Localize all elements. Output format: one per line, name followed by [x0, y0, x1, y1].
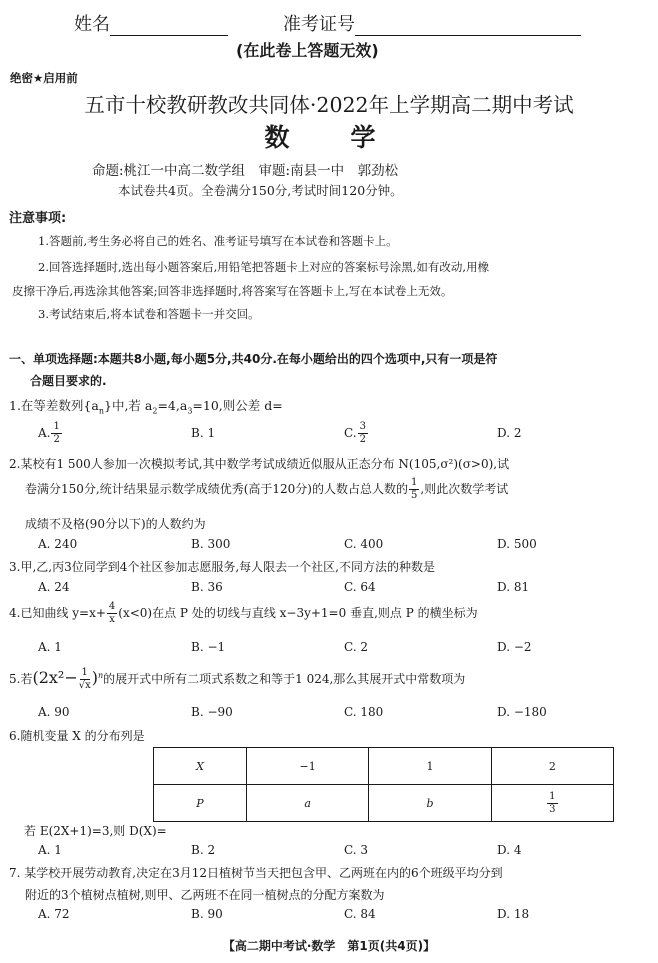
table-cell: 2 — [491, 748, 613, 785]
name-label: 姓名 — [74, 14, 110, 35]
secret-label: 绝密★启用前 — [10, 71, 78, 85]
q7-option-c: C. 84 — [344, 907, 376, 921]
q2-option-a: A. 240 — [38, 537, 78, 551]
header-notice: (在此卷上答题无效) — [236, 41, 379, 60]
q4-text: 4.已知曲线 y=x+ — [9, 606, 106, 620]
authors: 命题:桃江一中高二数学组 审题:南县一中 郭劲松 — [92, 163, 399, 179]
question-4 — [9, 602, 478, 625]
section-heading-cont: 合题目要求的. — [30, 374, 107, 388]
note-item: 3.考试结束后,将本试卷和答题卡一并交回。 — [38, 307, 260, 321]
q5-text: 的展开式中所有二项式系数之和等于1 024,那么其展开式中常数项为 — [103, 672, 466, 686]
fraction-den: 5 — [411, 490, 418, 501]
q4-text: (x<0)在点 P 处的切线与直线 x−3y+1=0 垂直,则点 P 的横坐标为 — [118, 606, 478, 620]
option-label: A. — [38, 426, 51, 440]
q7-option-a: A. 72 — [38, 907, 70, 921]
fraction-den: x — [109, 614, 115, 625]
table-cell: 1 — [369, 748, 491, 785]
q6-option-d: D. 4 — [497, 843, 522, 857]
q1-text: 1.在等差数列{a — [9, 398, 99, 413]
fraction-num: 1 — [411, 477, 418, 488]
q5-expr: ) — [91, 668, 98, 687]
q3-option-b: B. 36 — [191, 580, 223, 594]
q6-option-b: B. 2 — [191, 843, 216, 857]
fraction-den: 2 — [53, 434, 60, 445]
name-field — [74, 10, 228, 36]
q4-option-d: D. −2 — [497, 640, 532, 654]
fraction-num: 1 — [53, 421, 60, 432]
q5-option-b: B. −90 — [191, 705, 233, 719]
q2-text: 卷满分150分,统计结果显示数学成绩优秀(高于120分)的人数占总人数的 — [25, 482, 408, 496]
q3-option-a: A. 24 — [38, 580, 70, 594]
q4-option-a: A. 1 — [38, 640, 62, 654]
question-6: 6.随机变量 X 的分布列是 — [9, 729, 145, 743]
q1-text: =4,a — [157, 398, 188, 413]
distribution-table — [153, 747, 614, 822]
table-cell: P — [154, 785, 247, 822]
section-heading: 一、单项选择题:本题共8小题,每小题5分,共40分.在每小题给出的四个选项中,只有一项是符 — [9, 352, 498, 366]
table-cell: b — [369, 785, 491, 822]
q6-option-a: A. 1 — [38, 843, 62, 857]
exam-title: 五市十校教研教改共同体·2022年上学期高二期中考试 — [84, 93, 574, 117]
q1-text: =10,则公差 d= — [192, 398, 283, 413]
fraction-den: √x — [78, 680, 91, 691]
page-footer: 【高二期中考试·数学 第1页(共4页)】 — [222, 939, 436, 953]
q4-option-b: B. −1 — [191, 640, 226, 654]
fraction — [409, 478, 419, 501]
q5-text: 5.若 — [9, 672, 33, 686]
id-field — [283, 10, 581, 36]
fraction-den: 3 — [549, 803, 556, 815]
q5-option-a: A. 90 — [38, 705, 70, 719]
id-blank — [355, 15, 581, 36]
q1-text: }中,若 a — [104, 398, 153, 413]
q5-option-c: C. 180 — [344, 705, 384, 719]
fraction-num: 1 — [549, 790, 556, 802]
question-2-line1: 2.某校有1 500人参加一次模拟考试,其中数学考试成绩近似服从正态分布 N(105,σ²)(σ>0),试 — [9, 457, 510, 471]
fraction-num: 4 — [108, 601, 116, 612]
table-cell: X — [154, 748, 247, 785]
table-row — [154, 748, 614, 785]
note-item: 1.答题前,考生务必将自己的姓名、准考证号填写在本试卷和答题卡上。 — [38, 234, 398, 248]
q1-sub: 2 — [152, 406, 158, 416]
exam-info: 本试卷共4页。全卷满分150分,考试时间120分钟。 — [118, 183, 403, 198]
q3-option-c: C. 64 — [344, 580, 376, 594]
fraction — [51, 422, 61, 445]
q5-expr: (2x²− — [32, 668, 78, 687]
question-2-line2 — [25, 478, 508, 501]
question-2-line3: 成绩不及格(90分以下)的人数约为 — [25, 517, 206, 531]
fraction-num: 3 — [359, 421, 366, 432]
table-cell — [491, 785, 613, 822]
question-1 — [9, 396, 283, 416]
q2-option-c: C. 400 — [344, 537, 384, 551]
q2-text: ,则此次数学考试 — [420, 482, 509, 496]
fraction-den: 2 — [359, 434, 366, 445]
table-cell: a — [247, 785, 369, 822]
question-6-condition: 若 E(2X+1)=3,则 D(X)= — [24, 824, 167, 838]
option-label: C. — [344, 426, 357, 440]
q2-option-d: D. 500 — [497, 537, 537, 551]
question-7-line2: 附近的3个植树点植树,则甲、乙两班不在同一植树点的分配方案数为 — [25, 888, 385, 902]
note-item: 2.回答选择题时,选出每小题答案后,用铅笔把答题卡上对应的答案标号涂黑,如有改动,用橡 — [38, 260, 490, 274]
subject-title: 数 学 — [264, 123, 394, 152]
q7-option-b: B. 90 — [191, 907, 223, 921]
q7-option-d: D. 18 — [497, 907, 530, 921]
id-label: 准考证号 — [283, 14, 355, 35]
fraction — [107, 602, 117, 625]
q3-option-d: D. 81 — [497, 580, 530, 594]
q5-exponent: n — [97, 671, 104, 680]
note-item: 皮擦干净后,再选涂其他答案;回答非选择题时,将答案写在答题卡上,写在本试卷上无效。 — [12, 284, 453, 298]
q2-option-b: B. 300 — [191, 537, 231, 551]
q1-sub: 3 — [187, 406, 193, 416]
q1-option-d: D. 2 — [497, 426, 522, 440]
fraction — [358, 422, 368, 445]
fraction — [547, 792, 557, 815]
question-7-line1: 7. 某学校开展劳动教育,决定在3月12日植树节当天把包含甲、乙两班在内的6个班级平均分到 — [9, 866, 503, 880]
q1-sub: n — [98, 406, 104, 416]
fraction — [79, 668, 91, 691]
q5-option-d: D. −180 — [497, 705, 547, 719]
name-blank — [110, 15, 228, 36]
q4-option-c: C. 2 — [344, 640, 369, 654]
table-row — [154, 785, 614, 822]
q1-option-b: B. 1 — [191, 426, 216, 440]
table-cell: −1 — [247, 748, 369, 785]
notes-heading: 注意事项: — [9, 211, 67, 226]
q6-option-c: C. 3 — [344, 843, 369, 857]
question-3: 3.甲,乙,丙3位同学到4个社区参加志愿服务,每人限去一个社区,不同方法的种数是 — [9, 560, 435, 574]
q1-option-a — [38, 422, 63, 445]
question-5 — [9, 668, 465, 691]
q1-option-c — [344, 422, 369, 445]
fraction-num: 1 — [81, 667, 88, 678]
